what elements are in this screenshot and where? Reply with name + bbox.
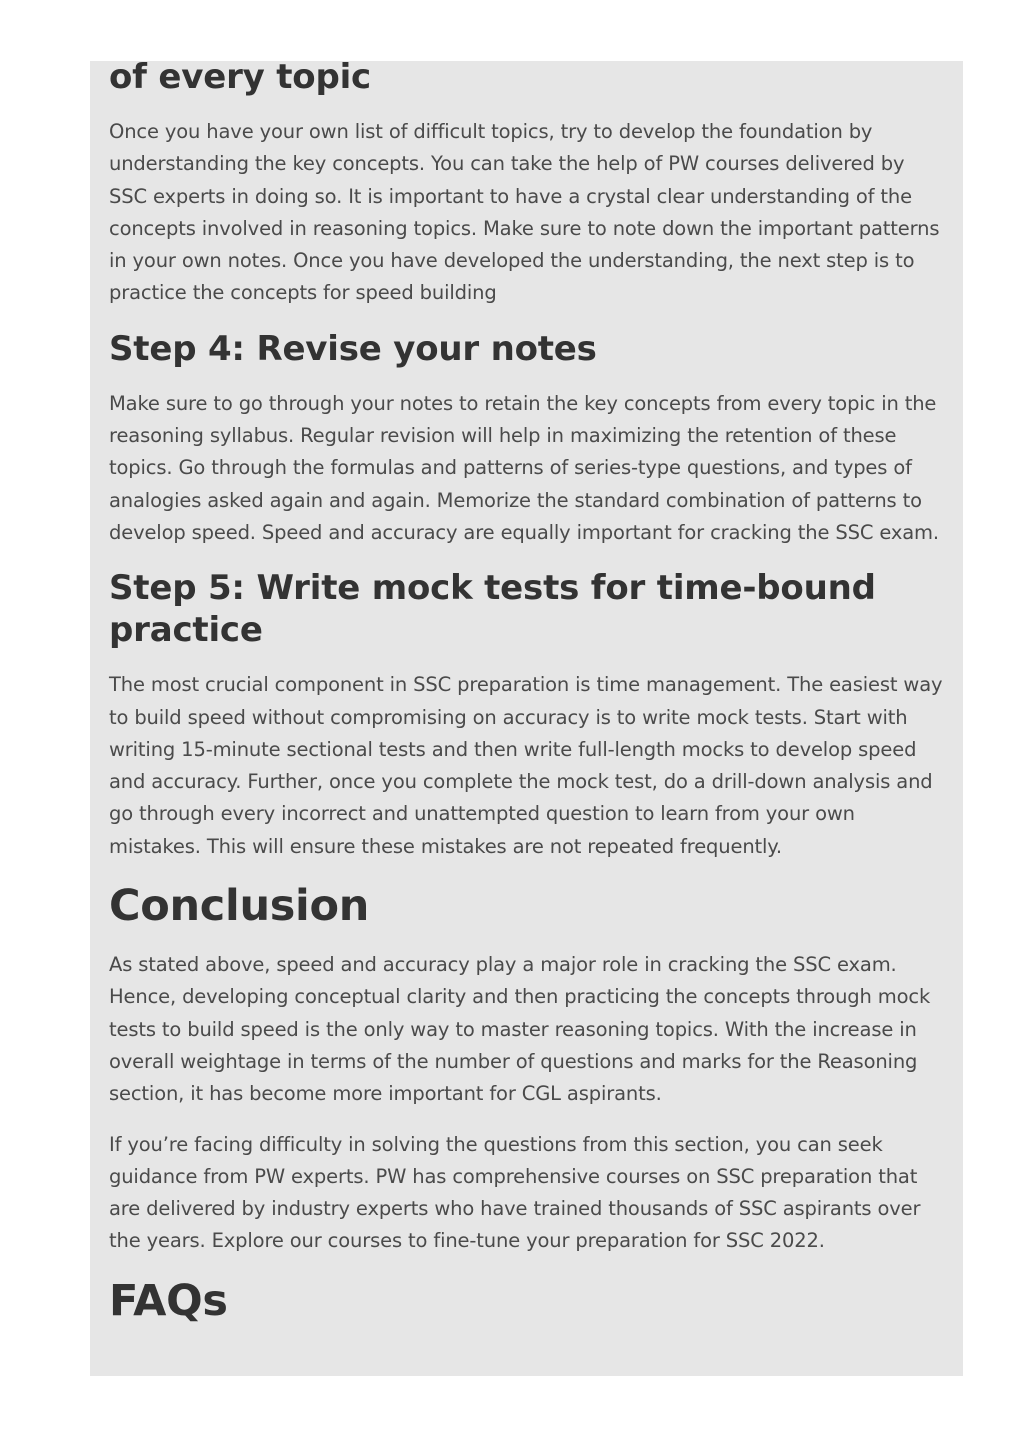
article-body — [90, 61, 963, 1376]
conclusion-paragraph-1: As stated above, speed and accuracy play a major role in cracking the SSC exam. Hence, developing conceptual clarity and then practicing the concepts through mock tests to build speed is the only way to master reasoning topics. With the increase in overall weightage in terms of the number of questions and marks for the Reasoning section, it has become more important for CGL aspirants. — [109, 953, 931, 1106]
conclusion-heading: Conclusion — [109, 881, 370, 932]
step3-paragraph: Once you have your own list of difficult topics, try to develop the foundation by understanding the key concepts. You can take the help of PW courses delivered by SSC experts in doing so. It is important to have a crystal clear understanding of the concepts involved in reasoning topics. Make sure to note down the important patterns in your own notes. Once you have developed the understanding, the next step is to practice the concepts for speed building — [109, 120, 940, 305]
step4-paragraph: Make sure to go through your notes to retain the key concepts from every topic in the reasoning syllabus. Regular revision will help in maximizing the retention of these topics. Go through the formulas and patterns of series-type questions, and types of analogies asked again and again. Memorize the standard combination of patterns to develop speed. Speed and accuracy are equally important for cracking the SSC exam. — [109, 391, 939, 544]
step5-paragraph: The most crucial component in SSC preparation is time management. The easiest way to build speed without compromising on accuracy is to write mock tests. Start with writing 15-minute sectional tests and then write full-length mocks to develop speed and accuracy. Further, once you complete the mock test, do a drill-down analysis and go through every incorrect and unattempted question to learn from your own mistakes. This will ensure these mistakes are not repeated frequently. — [109, 673, 943, 858]
step4-heading: Step 4: Revise your notes — [109, 328, 597, 369]
faqs-heading: FAQs — [109, 1275, 228, 1326]
step3-heading-continuation: of every topic — [109, 61, 371, 97]
conclusion-paragraph-2: If you’re facing difficulty in solving the questions from this section, you can seek guidance from PW experts. PW has comprehensive courses on SSC preparation that are delivered by industry experts who have trained thousands of SSC aspirants over the years. Explore our courses to fine-tune your preparation for SSC 2022. — [109, 1132, 921, 1253]
step5-heading: Step 5: Write mock tests for time-bound practice — [109, 568, 876, 651]
article-content — [109, 61, 944, 1326]
